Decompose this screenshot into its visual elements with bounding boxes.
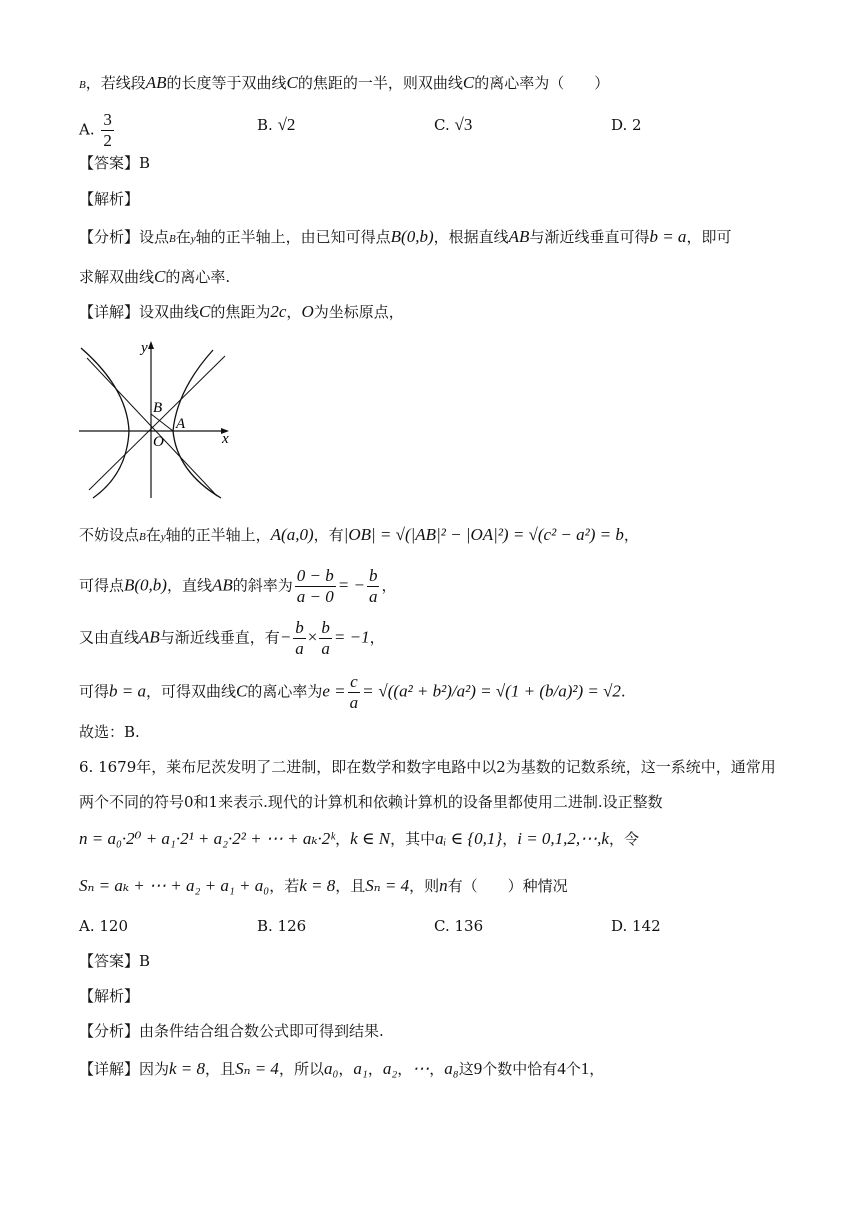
q6-fenxi: 【分析】由条件结合组合数公式即可得到结果. — [79, 1022, 384, 1040]
label-x: x — [222, 431, 229, 447]
label-b: B — [153, 400, 163, 416]
q5-step2: 可得点B(0,b)，直线AB的斜率为 $\frac{0 - b}{a - 0}$ = − $\frac{b}{a}$ ， — [79, 566, 397, 606]
q5-fenxi-line2: 求解双曲线C的离心率. — [79, 267, 231, 286]
asymptote-2 — [87, 358, 217, 496]
q5-option-b: B. √2 — [257, 115, 296, 134]
fraction-3-2: $\frac{3}{2}$ — [103, 110, 112, 150]
q5-fenxi-line1: 【分析】设点B在y轴的正半轴上，由已知可得点B(0,b)，根据直线AB与渐近线垂直可得b = a，即可 — [79, 227, 732, 246]
q5-step4: 可得b = a，可得双曲线C的离心率为e = $\frac{c}{a}$ = √((a² + b²)/a²) = √(1 + (b/a)²) = √2. — [79, 672, 626, 712]
q5-xiangjie: 【详解】设双曲线C的焦距为2c，O为坐标原点， — [79, 302, 404, 321]
segment-ab — [151, 414, 173, 431]
q6-option-a: A. 120 — [79, 917, 128, 935]
q5-stem: B，若线段AB的长度等于双曲线C的焦距的一半，则双曲线C的离心率为（ ） — [79, 73, 610, 92]
hyperbola-figure — [79, 338, 239, 503]
asymptote-1 — [89, 356, 225, 490]
q6-stem-line3: n = a₀·2⁰ + a₁·2¹ + a₂·2² + ⋯ + aₖ·2ᵏ，k ∈ N，其中aᵢ ∈ {0,1}，i = 0,1,2,⋯,k，令 — [79, 829, 639, 848]
fraction-b-a: $\frac{b}{a}$ — [368, 566, 378, 606]
q6-stem-line2: 两个不同的符号0和1来表示.现代的计算机和依赖计算机的设备里都使用二进制.设正整数 — [79, 793, 663, 811]
q5-answer: 【答案】B — [79, 154, 151, 172]
q6-answer: 【答案】B — [79, 952, 151, 970]
q6-option-c: C. 136 — [434, 917, 484, 935]
point-b: B — [79, 79, 86, 91]
q6-stem-line4: Sₙ = aₖ + ⋯ + a₂ + a₁ + a₀，若k = 8，且Sₙ = 4，则n有（ ）种情况 — [79, 876, 568, 895]
q5-step3: 又由直线AB与渐近线垂直，有− $\frac{b}{a}$ × $\frac{b}{a}$ = −1， — [79, 618, 385, 658]
q5-option-c: C. √3 — [434, 115, 473, 134]
q6-xiangjie: 【详解】因为k = 8，且Sₙ = 4，所以a₀，a₁，a₂，⋯，a₈这9个数中恰有4个1， — [79, 1059, 605, 1078]
q5-option-a: A. $\frac{3}{2}$ — [79, 110, 112, 150]
q6-option-b: B. 126 — [257, 917, 307, 935]
q6-option-d: D. 142 — [611, 917, 661, 935]
q6-analysis-title: 【解析】 — [79, 987, 140, 1005]
q5-step1: 不妨设点B在y轴的正半轴上，A(a,0)，有|OB| = √(|AB|² − |OA|²) = √(c² − a²) = b， — [79, 525, 639, 544]
fraction-slope: $\frac{0 - b}{a - 0}$ — [296, 566, 334, 606]
label-y: y — [141, 340, 148, 356]
q5-analysis-title: 【解析】 — [79, 190, 140, 208]
label-o: O — [153, 434, 164, 450]
q5-choose: 故选：B. — [79, 723, 140, 741]
q5-option-d: D. 2 — [611, 116, 642, 134]
hyperbola-left-branch — [81, 348, 129, 498]
q6-stem-line1: 6. 1679年，莱布尼茨发明了二进制，即在数学和数字电路中以2为基数的记数系统，这一系统中，通常用 — [79, 758, 776, 776]
label-a: A — [176, 416, 186, 432]
y-axis-arrow — [148, 341, 154, 349]
